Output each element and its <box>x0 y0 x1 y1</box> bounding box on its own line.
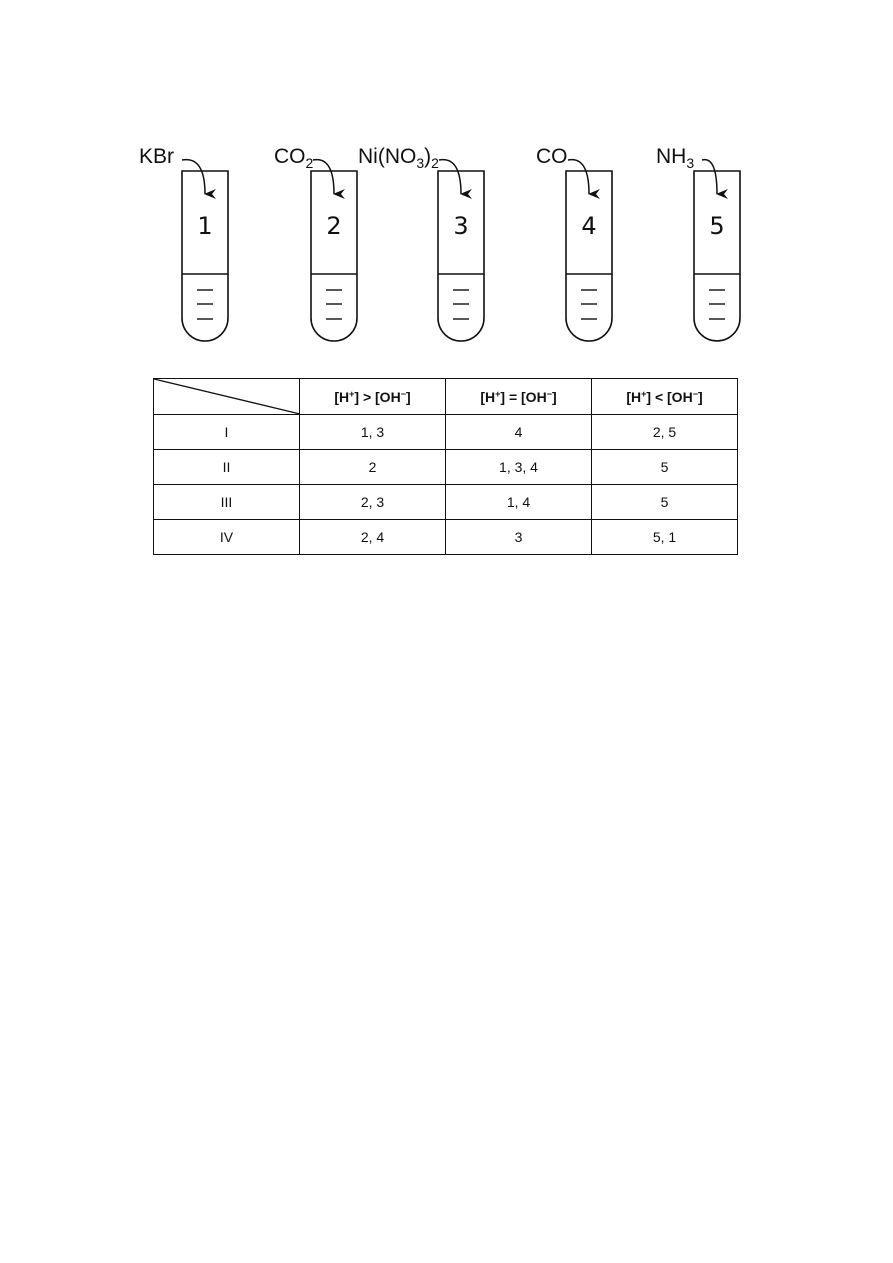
tube-number-2: 2 <box>326 212 342 240</box>
tube-outline <box>566 171 612 341</box>
test-tubes-figure <box>0 0 893 420</box>
reagent-arrow <box>702 160 717 194</box>
reagent-label-4: CO <box>536 145 568 168</box>
tube-number-4: 4 <box>581 212 597 240</box>
row-label: III <box>154 485 300 520</box>
reagent-label-5: $NH_3$ <box>656 145 695 171</box>
tube-outline <box>438 171 484 341</box>
test-tube-4 <box>566 160 612 341</box>
table-row <box>154 415 738 450</box>
reagent-label-1: KBr <box>139 145 175 168</box>
column-header-basic: [H+] < [OH−] <box>592 379 738 415</box>
tube-number-3: 3 <box>453 212 469 240</box>
diagonal-line <box>154 379 300 415</box>
row-label: II <box>154 450 300 485</box>
test-tube-5 <box>694 160 740 341</box>
test-tube-2 <box>311 160 357 341</box>
tube-outline <box>311 171 357 341</box>
test-tubes-drawing <box>0 0 893 370</box>
table-cell: 3 <box>446 520 592 555</box>
test-tube-1 <box>182 160 228 341</box>
table-cell: 5, 1 <box>592 520 738 555</box>
tube-outline <box>182 171 228 341</box>
table-cell: 2, 5 <box>592 415 738 450</box>
table-cell: 2 <box>300 450 446 485</box>
table-cell: 1, 3 <box>300 415 446 450</box>
table-cell: 2, 3 <box>300 485 446 520</box>
corner-cell <box>154 379 300 415</box>
table-row <box>154 520 738 555</box>
reagent-label-3: $Ni(NO_3)_2$ <box>358 145 439 171</box>
table-cell: 4 <box>446 415 592 450</box>
table-cell: 5 <box>592 485 738 520</box>
table-header-row <box>154 379 738 415</box>
table-cell: 5 <box>592 450 738 485</box>
tube-number-5: 5 <box>709 212 725 240</box>
column-header-neutral: [H+] = [OH−] <box>446 379 592 415</box>
column-header-acidic: [H+] > [OH−] <box>300 379 446 415</box>
table-row <box>154 450 738 485</box>
tube-outline <box>694 171 740 341</box>
table-cell: 1, 3, 4 <box>446 450 592 485</box>
answer-options-table <box>153 378 738 555</box>
table-cell: 1, 4 <box>446 485 592 520</box>
table-cell: 2, 4 <box>300 520 446 555</box>
tube-number-1: 1 <box>197 212 213 240</box>
reagent-label-2: $CO_2$ <box>274 145 314 171</box>
reagent-arrow <box>568 160 589 194</box>
reagent-arrow <box>439 160 461 194</box>
reagent-arrow <box>313 160 334 194</box>
reagent-arrow <box>182 160 205 194</box>
test-tube-3 <box>438 160 484 341</box>
row-label: IV <box>154 520 300 555</box>
row-label: I <box>154 415 300 450</box>
table-row <box>154 485 738 520</box>
